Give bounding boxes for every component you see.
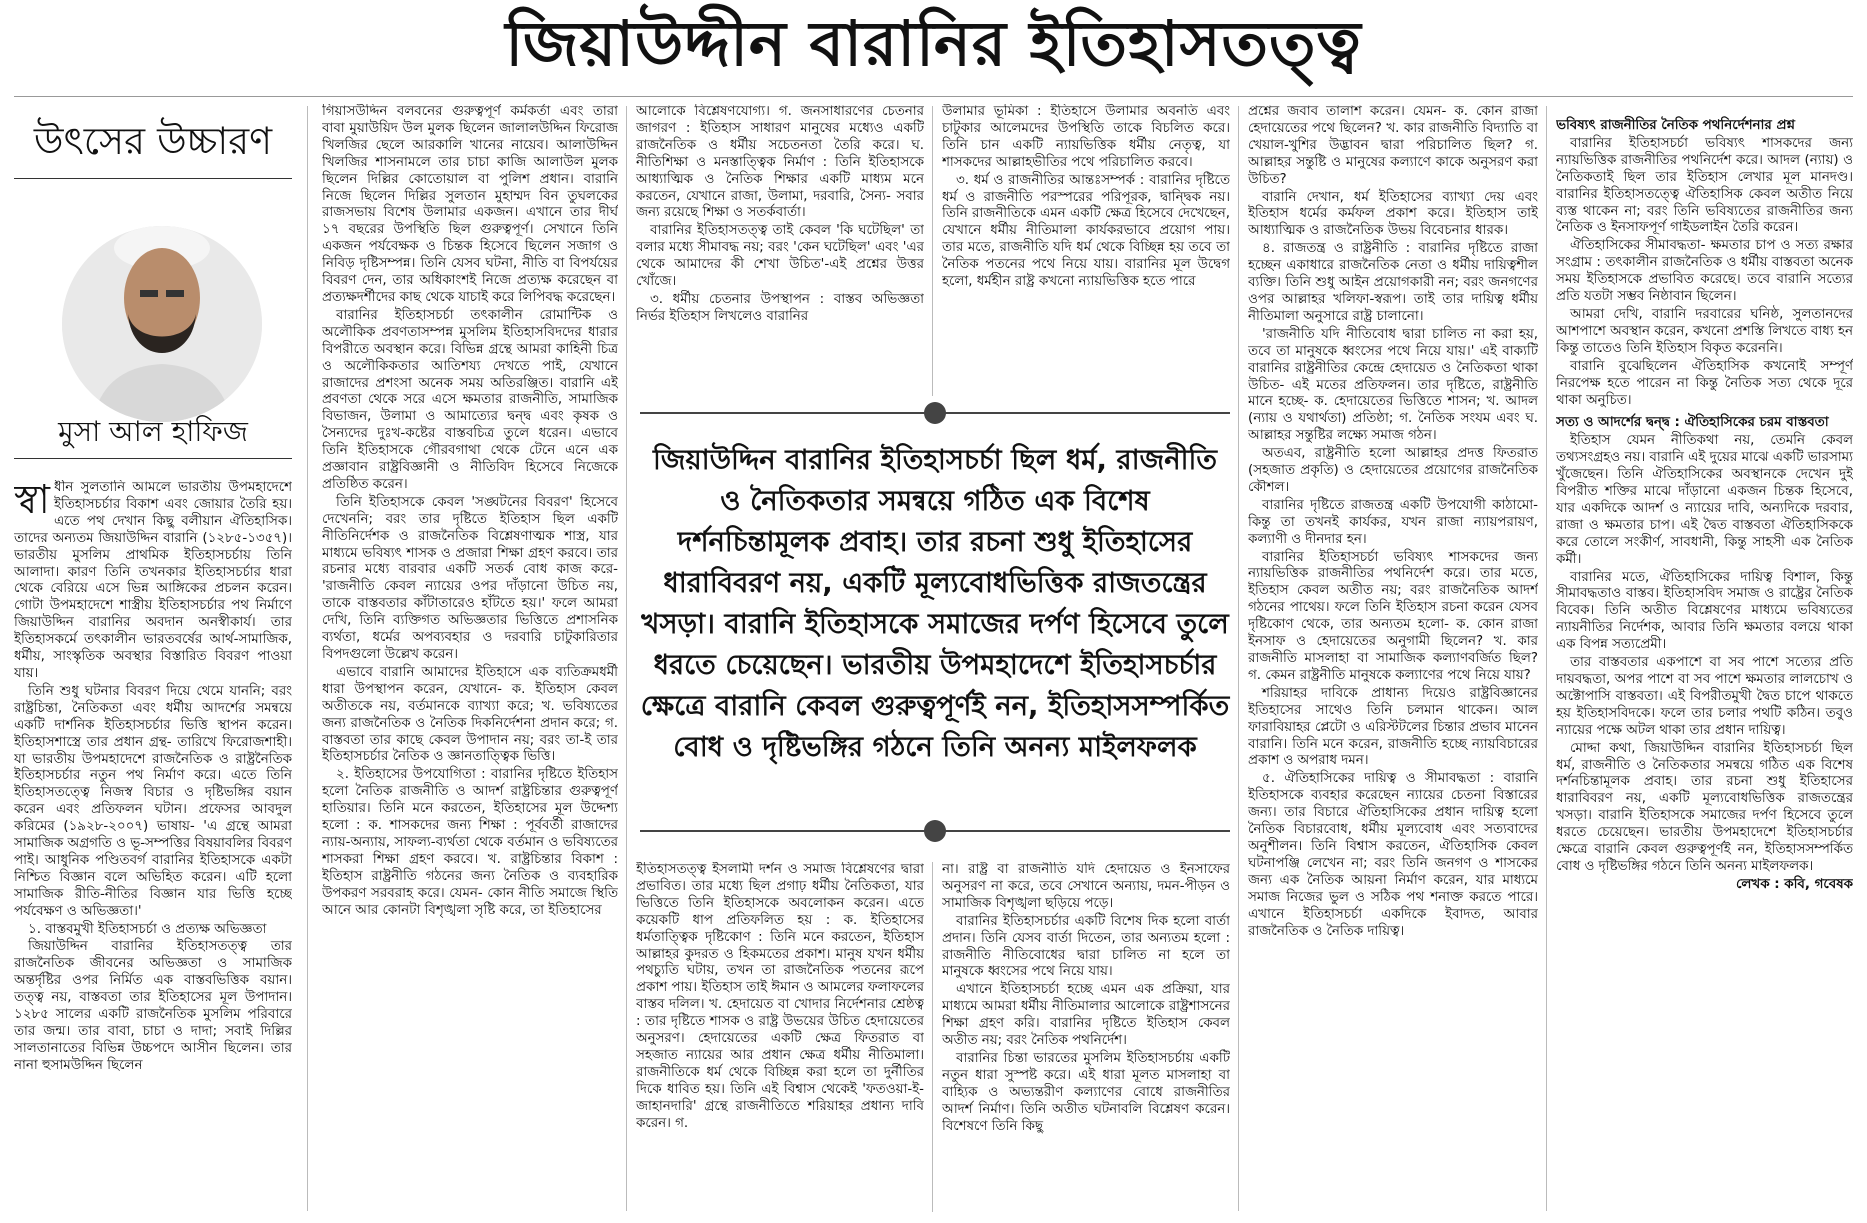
paragraph: ধীন সুলতানি আমলে ভারতীয় উপমহাদেশে ইতিহাসচর্চার বিকাশ এবং জোয়ার তৈরি হয়। এতে পথ দেখান কিছু বলীয়ান ঐতিহাসিক। তাদের অন্যতম জিয়াউদ্দিন বারানি (১২৮৫-১৩৫৭)। ভারতীয় মুসলিম প্রাথমিক ইতিহাসচর্চায় তিনি আলাদা। কারণ তিনি তখনকার ইতিহাসচর্চার ধারা থেকে বেরিয়ে এসে ভিন্ন আঙ্গিকের প্রচলন করেন। গোটা উপমহাদেশে শাস্ত্রীয় ইতিহাসচর্চার পথ নির্মাণে জিয়াউদ্দিন বারানির অবদান অনস্বীকার্য। তার ইতিহাসকর্মে তৎকালীন ভারতবর্ষের আর্থ-সামাজিক, ধর্মীয়, সাংস্কৃতিক অবস্থার বিস্তারিত বিবরণ পাওয়া যায়। — [14, 480, 292, 681]
column-divider — [626, 106, 627, 1211]
subheading: ভবিষ্যৎ রাজনীতির নৈতিক পথনির্দেশনার প্রশ্ন — [1556, 118, 1795, 133]
paragraph: ২. ইতিহাসের উপযোগিতা : বারানির দৃষ্টিতে ইতিহাস হলো নৈতিক রাজনীতি ও আদর্শ রাষ্ট্রচিন্তার গুরুত্বপূর্ণ হাতিয়ার। তিনি মনে করতেন, ইতিহাসের মূল উদ্দেশ্য হলো : ক. শাসকদের জন্য শিক্ষা : পূর্ববর্তী রাজাদের ন্যায়-অন্যায়, সাফল্য-ব্যর্থতা থেকে বর্তমান ও ভবিষ্যতের শাসকরা শিক্ষা গ্রহণ করবে। খ. রাষ্ট্রচিন্তার বিকাশ : ইতিহাস রাষ্ট্রনীতি গঠনের জন্য নৈতিক ও ব্যবহারিক উপকরণ সরবরাহ করে। যেমন- কোন নীতি সমাজে স্থিতি আনে আর কোনটা বিশৃঙ্খলা সৃষ্টি করে, তা ইতিহাসের — [322, 767, 618, 918]
author-credit: লেখক : কবি, গবেষক — [1735, 876, 1853, 892]
paragraph: বারানির চিন্তা ভারতের মুসলিম ইতিহাসচর্চায় একটি নতুন ধারা সুস্পষ্ট করে। এই ধারা মূলত মাসলাহা বা বাহ্যিক ও অভ্যন্তরীণ কল্যাণের বোধে রাজনীতির আদর্শ নির্মাণ। তিনি অতীত ঘটনাবলি বিশ্লেষণ করেন। বিশেষণে তিনি কিছু — [942, 1050, 1230, 1134]
paragraph: গিয়াসউদ্দিন বলবনের গুরুত্বপূর্ণ কর্মকর্তা এবং তারা বাবা মুয়াউয়িদ উল মুলক ছিলেন জালালউদ্দিন ফিরোজ খিলজির ছেলে আরকালি খানের নায়েব। আলাউদ্দিন খিলজির শাসনামলে তার চাচা কাজি আলাউল মুলক ছিলেন দিল্লির কোতোয়াল বা পুলিশ প্রধান। বারানি নিজে ছিলেন দিল্লির সুলতান মুহাম্মদ বিন তুঘলকের রাজসভায় বিশেষ উলামার একজন। এখানে তার দীর্ঘ ১৭ বছরের উপস্থিতি ছিল গুরুত্বপূর্ণ। সেখানে তিনি একজন পর্যবেক্ষক ও চিন্তক হিসেবে ছিলেন সজাগ ও নিবিড় দৃষ্টিসম্পন্ন। তিনি যেসব ঘটনা, নীতি বা বিপর্যয়ের বিবরণ দেন, তার অধিকাংশই নিজে প্রত্যক্ষ করেছেন বা প্রত্যক্ষদর্শীদের কাছ থেকে যাচাই করে লিপিবদ্ধ করেছেন। — [322, 104, 618, 305]
subheading: সত্য ও আদর্শের দ্বন্দ্ব : ঐতিহাসিকের চরম বাস্তবতা — [1556, 415, 1829, 431]
column-1 — [14, 480, 292, 1215]
header-rule — [14, 96, 1853, 97]
paragraph: বারানির ইতিহাসচর্চা ভবিষ্যৎ শাসকদের জন্য ন্যায়ভিত্তিক রাজনীতির পথনির্দেশ করে। আদল (ন্যায়) ও নৈতিকতাই ছিল তার ইতিহাস লেখার মূল মানদণ্ড। বারানির ইতিহাসতত্ত্বে ঐতিহাসিক কেবল অতীত নিয়ে ব্যস্ত থাকেন না; বরং তিনি ভবিষ্যতের রাজনীতির জন্য নৈতিক ও ইনসাফপূর্ণ গাইডলাইন তৈরি করেন। — [1556, 135, 1853, 236]
column-5 — [1248, 104, 1538, 1216]
paragraph: বারানি বুঝেছিলেন ঐতিহাসিক কখনোই সম্পূর্ণ নিরপেক্ষ হতে পারেন না কিন্তু নৈতিক সত্য থেকে দূরে থাকা অনুচিত। — [1556, 358, 1853, 408]
headline: জিয়াউদ্দীন বারানির ইতিহাসতত্ত্ব — [505, 7, 1362, 80]
section-rule — [14, 178, 292, 179]
paragraph: ৫. ঐতিহাসিকের দায়িত্ব ও সীমাবদ্ধতা : বারানি ইতিহাসকে ব্যবহার করেছেন ন্যায়ের চেতনা বিস্তারের জন্য। তার বিচারে ঐতিহাসিকের প্রধান দায়িত্ব হলো নৈতিক বিচারবোধ, ধর্মীয় মূল্যবোধ এবং সত্যবাদের অনুশীলন। তিনি বিশ্বাস করতেন, ঐতিহাসিক কেবল ঘটনাপঞ্জি লেখেন না; বরং তিনি জনগণ ও শাসকের জন্য এক নৈতিক আয়না নির্মাণ করেন, যার মাধ্যমে সমাজ নিজের ভুল ও সঠিক পথ শনাক্ত করতে পারে। এখানে ইতিহাসচর্চা একদিকে ইবাদত, আবার রাজনৈতিক ও নৈতিক দায়িত্ব। — [1248, 771, 1538, 939]
paragraph: ১. বাস্তবমুখী ইতিহাসচর্চা ও প্রত্যক্ষ অভিজ্ঞতা — [28, 921, 267, 937]
column-divider — [932, 106, 933, 396]
paragraph: ৩. ধর্ম ও রাজনীতির আন্তঃসম্পর্ক : বারানির দৃষ্টিতে ধর্ম ও রাজনীতি পরস্পরের পরিপূরক, দ্বান্দ্বিক নয়। তিনি রাজনীতিকে এমন একটি ক্ষেত্র হিসেবে দেখেছেন, যেখানে ধর্মীয় নীতিমালা কার্যকরভাবে প্রয়োগ পায়। তার মতে, রাজনীতি যদি ধর্ম থেকে বিচ্ছিন্ন হয় তবে তা নৈতিক পতনের পথে নিয়ে যায়। বারানির মূল উদ্বেগ হলো, ধর্মহীন রাষ্ট্র কখনো ন্যায়ভিত্তিক হতে পারে — [942, 172, 1230, 290]
author-photo — [62, 226, 262, 422]
paragraph: শরিয়াহর দাবিকে প্রাধান্য দিয়েও রাষ্ট্রবিজ্ঞানের ইতিহাসের সাথেও তিনি চলমান থাকেন। আল ফারাবিয়াহর প্লেটো ও এরিস্টটলের চিন্তার প্রভাব মানেন বারানি। তিনি মনে করেন, রাজনীতি হচ্ছে ন্যায়বিচারের প্রকাশ ও অপরাধ দমন। — [1248, 685, 1538, 769]
author-name: মুসা আল হাফিজ — [58, 415, 248, 448]
paragraph: বারানির ইতিহাসতত্ত্ব তাই কেবল 'কি ঘটেছিল' তা বলার মধ্যে সীমাবদ্ধ নয়; বরং 'কেন ঘটেছিল' এবং 'এর থেকে আমাদের কী শেখা উচিত'-এই প্রশ্নের উত্তর খোঁজে। — [636, 223, 924, 290]
column-4-top — [942, 104, 1230, 394]
paragraph: উলামার ভূমিকা : ইতিহাসে উলামার অবনতি এবং চাটুকার আলেমদের উপস্থিতি তাকে বিচলিত করে। তিনি চান একটি ন্যায়ভিত্তিক ধর্মীয় নেতৃত্ব, যা শাসকদের আল্লাহভীতির পথে পরিচালিত করবে। — [942, 104, 1230, 170]
section-name: উৎসের উচ্চারণ — [33, 119, 273, 163]
paragraph: ৪. রাজতন্ত্র ও রাষ্ট্রনীতি : বারানির দৃষ্টিতে রাজা হচ্ছেন একাধারে রাজনৈতিক নেতা ও ধর্মীয় দায়িত্বশীল ব্যক্তি। তিনি শুধু আইন প্রয়োগকারী নন; বরং জনগণের ওপর আল্লাহর খলিফা-স্বরূপ। তাই তার দায়িত্ব ধর্মীয় নীতিমালা অনুসারে রাষ্ট্র চালানো। — [1248, 241, 1538, 324]
paragraph: আলোকে বিশ্লেষণযোগ্য। গ. জনসাধারণের চেতনার জাগরণ : ইতিহাস সাধারণ মানুষের মধ্যেও একটি রাজনৈতিক ও ধর্মীয় সচেতনতা তৈরি করে। ঘ. নীতিশিক্ষা ও মনস্তাত্ত্বিক নির্মাণ : তিনি ইতিহাসকে আধ্যাত্মিক ও নৈতিক শিক্ষার একটি মাধ্যম মনে করতেন, যেখানে রাজা, উলামা, দরবারি, সৈন্য- সবার জন্য রয়েছে শিক্ষা ও সতর্কবার্তা। — [636, 104, 924, 221]
paragraph: এভাবে বারানি আমাদের ইতিহাসে এক ব্যতিক্রমধর্মী ধারা উপস্থাপন করেন, যেখানে- ক. ইতিহাস কেবল অতীতকে নয়, বর্তমানকে ব্যাখ্যা করে; খ. ভবিষ্যতের জন্য রাজনৈতিক ও নৈতিক দিকনির্দেশনা প্রদান করে; গ. বাস্তবতা তার কাছে কেবল উপাদান নয়; বরং তা-ই তার ইতিহাসচর্চার নৈতিক ও জ্ঞানতাত্ত্বিক ভিত্তি। — [322, 664, 618, 765]
column-divider — [307, 106, 308, 1211]
paragraph: ইতিহাস যেমন নীতিকথা নয়, তেমনি কেবল তথ্যসংগ্রহও নয়। বারানি এই দুয়ের মাঝে একটি ভারসাম্য খুঁজেছেন। তিনি ঐতিহাসিকের অবস্থানকে দেখেন দুই বিপরীত শক্তির মাঝে দাঁড়ানো একজন চিন্তক হিসেবে, যার একদিকে আদর্শ ও ন্যায়ের দাবি, অন্যদিকে দরবার, রাজা ও ক্ষমতার চাপ। এই দ্বৈত বাস্তবতা ঐতিহাসিককে করে তোলে সংকীর্ণ, সাবধানী, কিন্তু সাহসী এক নৈতিক কর্মী। — [1556, 433, 1853, 567]
paragraph: আমরা দেখি, বারানি দরবারের ঘনিষ্ঠ, সুলতানদের আশপাশে অবস্থান করেন, কখনো প্রশস্তি লিখতে বাধ্য হন কিন্তু তাতেও তিনি ইতিহাস বিকৃত করেননি। — [1556, 306, 1853, 356]
paragraph: বারানি দেখান, ধর্ম ইতিহাসের ব্যাখ্যা দেয় এবং ইতিহাস ধর্মের কর্মফল প্রকাশ করে। ইতিহাস তাই আধ্যাত্মিক ও রাজনৈতিক উভয় বিবেচনার ধারক। — [1248, 189, 1538, 239]
author-rule — [14, 458, 292, 459]
paragraph: প্রশ্নের জবাব তালাশ করেন। যেমন- ক. কোন রাজা হেদায়েতের পথে ছিলেন? খ. কার রাজনীতি বিদ্যাতি বা খেয়াল-খুশির উদ্ভাবন দ্বারা পরিচালিত ছিল? গ. আল্লাহর সন্তুষ্টি ও মানুষের কল্যাণে কাকে অনুসরণ করা উচিত? — [1248, 104, 1538, 187]
paragraph: ৩. ধর্মীয় চেতনার উপস্থাপন : বাস্তব অভিজ্ঞতা নির্ভর ইতিহাস লিখলেও বারানির — [636, 291, 924, 324]
author-portrait-icon — [62, 226, 262, 422]
paragraph: না। রাষ্ট্র বা রাজনীতি যদি হেদায়েত ও ইনসাফের অনুসরণ না করে, তবে সেখানে অন্যায়, দমন-পীড়ন ও সামাজিক বিশৃঙ্খলা ছড়িয়ে পড়ে। — [942, 862, 1230, 911]
column-4-bottom — [942, 862, 1230, 1215]
paragraph: তার বাস্তবতার একপাশে বা সব পাশে সত্যের প্রতি দায়বদ্ধতা, অপর পাশে বা সব পাশে ক্ষমতার লালচোখ ও অক্টোপাসি বাস্তবতা। এই বিপরীতমুখী দ্বৈত চাপে থাকতে হয় ইতিহাসবিদকে। ফলে তার চলার পথটি কঠিন। তবুও ন্যায়ের পক্ষে অটল থাকা তার প্রধান দায়িত্ব। — [1556, 655, 1853, 738]
paragraph: 'রাজনীতি যদি নীতিবোধ দ্বারা চালিত না করা হয়, তবে তা মানুষকে ধ্বংসের পথে নিয়ে যায়।' এই বাক্যটি বারানির রাষ্ট্রনীতির কেন্দ্রে হেদায়েত ও নৈতিকতা থাকা উচিত- এই মতের প্রতিফলন। তার দৃষ্টিতে, রাষ্ট্রনীতি মানে হচ্ছে- ক. হেদায়েতের ভিত্তিতে শাসন; খ. আদল (ন্যায় ও যথার্থতা) প্রতিষ্ঠা; গ. নৈতিক সংযম এবং ঘ. আল্লাহর সন্তুষ্টির লক্ষ্যে সমাজ গঠন। — [1248, 326, 1538, 444]
column-3-bottom — [636, 862, 924, 1215]
drop-cap: স্বা — [14, 480, 50, 523]
paragraph: বারানির দৃষ্টিতে রাজতন্ত্র একটি উপযোগী কাঠামো- কিন্তু তা তখনই কার্যকর, যখন রাজা ন্যায়পরায়ণ, কল্যাণী ও দীনদার হন। — [1248, 497, 1538, 547]
column-divider — [1238, 106, 1239, 1211]
paragraph: জিয়াউদ্দিন বারানির ইতিহাসতত্ত্ব তার রাজনৈতিক জীবনের অভিজ্ঞতা ও সামাজিক অন্তর্দৃষ্টির ওপর নির্মিত এক বাস্তবভিত্তিক বয়ান। তত্ত্ব নয়, বাস্তবতা তার ইতিহাসের মূল উপাদান। ১২৮৫ সালের একটি রাজনৈতিক মুসলিম পরিবারে তার জন্ম। তার বাবা, চাচা ও দাদা; সবাই দিল্লির সালতানাতের বিভিন্ন উচ্চপদে আসীন ছিলেন। তার নানা হুসামউদ্দিন ছিলেন — [14, 939, 292, 1073]
paragraph: ঐতিহাসিকের সীমাবদ্ধতা- ক্ষমতার চাপ ও সত্য রক্ষার সংগ্রাম : তৎকালীন রাজনৈতিক ও ধর্মীয় বাস্তবতা অনেক সময় ইতিহাসকে প্রভাবিত করেছে। তবে বারানি সত্যের প্রতি যতটা সম্ভব নিষ্ঠাবান ছিলেন। — [1556, 238, 1853, 305]
pull-quote: জিয়াউদ্দিন বারানির ইতিহাসচর্চা ছিল ধর্ম, রাজনীতি ও নৈতিকতার সমন্বয়ে গঠিত এক বিশেষ দর্শনচিন্তামূলক প্রবাহ। তার রচনা শুধু ইতিহাসের ধারাবিবরণ নয়, একটি মূল্যবোধভিত্তিক রাজতন্ত্রের খসড়া। বারানি ইতিহাসকে সমাজের দর্পণ হিসেবে তুলে ধরতে চেয়েছেন। ভারতীয় উপমহাদেশে ইতিহাসচর্চার ক্ষেত্রে বারানি কেবল গুরুত্বপূর্ণই নন, ইতিহাসসম্পর্কিত বোধ ও দৃষ্টিভঙ্গির গঠনে তিনি অনন্য মাইলফলক — [640, 444, 1230, 763]
paragraph: বারানির মতে, ঐতিহাসিকের দায়িত্ব বিশাল, কিন্তু সীমাবদ্ধতাও বাস্তব। ইতিহাসবিদ সমাজ ও রাষ্ট্রের নৈতিক বিবেক। তিনি অতীত বিশ্লেষণের মাধ্যমে ভবিষ্যতের ন্যায়নীতির নির্দেশক, আবার তিনি ক্ষমতার বলয়ে থাকা এক বিপন্ন সত্যপ্রেমী। — [1556, 569, 1853, 653]
paragraph: ইতিহাসতত্ত্ব ইসলামী দর্শন ও সমাজ বিশ্লেষণের দ্বারা প্রভাবিত। তার মধ্যে ছিল প্রগাঢ় ধর্মীয় নৈতিকতা, যার ভিত্তিতে তিনি ইতিহাসকে অবলোকন করেন। এতে কয়েকটি ধাপ প্রতিফলিত হয় : ক. ইতিহাসের ধর্মতাত্ত্বিক দৃষ্টিকোণ : তিনি মনে করতেন, ইতিহাস আল্লাহর কুদরত ও হিকমতের প্রকাশ। মানুষ যখন ধর্মীয় পথচ্যুতি ঘটায়, তখন তা রাজনৈতিক পতনের রূপে প্রকাশ পায়। ইতিহাস তাই ঈমান ও আমলের ফলাফলের বাস্তব দলিল। খ. হেদায়েত বা খোদার নির্দেশনার শ্রেষ্ঠত্ব : তার দৃষ্টিতে শাসক ও রাষ্ট্র উভয়ের উচিত হেদায়েতের অনুসরণ। হেদায়েতের একটি ক্ষেত্র ফিতরাত বা সহজাত ন্যায়ের আর প্রধান ক্ষেত্র ধর্মীয় নীতিমালা। রাজনীতিকে ধর্ম থেকে বিচ্ছিন্ন করা হলে তা দুর্নীতির দিকে ধাবিত হয়। তিনি এই বিশ্বাস থেকেই 'ফতওয়া-ই-জাহানদারি' গ্রন্থে রাজনীতিতে শরিয়াহর প্রধান্য দাবি করেন। গ. — [636, 862, 924, 1131]
paragraph: মোদ্দা কথা, জিয়াউদ্দিন বারানির ইতিহাসচর্চা ছিল ধর্ম, রাজনীতি ও নৈতিকতার সমন্বয়ে গঠিত এক বিশেষ দর্শনচিন্তামূলক প্রবাহ। তার রচনা শুধু ইতিহাসের ধারাবিবরণ নয়, একটি মূল্যবোধভিত্তিক রাজতন্ত্রের খসড়া। বারানি ইতিহাসকে সমাজের দর্পণ হিসেবে তুলে ধরতে চেয়েছেন। ভারতীয় উপমহাদেশে ইতিহাসচর্চার ক্ষেত্রে বারানি কেবল গুরুত্বপূর্ণই নন, ইতিহাসসম্পর্কিত বোধ ও দৃষ্টিভঙ্গির গঠনে তিনি অনন্য মাইলফলক। — [1556, 740, 1853, 874]
paragraph: তিনি ইতিহাসকে কেবল 'সঙ্ঘটনের বিবরণ' হিসেবে দেখেননি; বরং তার দৃষ্টিতে ইতিহাস ছিল একটি নীতিনির্দেশক ও রাজনৈতিক বিশ্লেষণাত্মক শাস্ত্র, যার মাধ্যমে ভবিষ্যৎ শাসক ও প্রজারা শিক্ষা গ্রহণ করবে। তার রচনার মধ্যে বারবার একটি সতর্ক বোধ কাজ করে- 'রাজনীতি কেবল ন্যায়ের ওপর দাঁড়ানো উচিত নয়, তাকে বাস্তবতার কাঁটাতারেও হাঁটতে হয়।' ফলে আমরা দেখি, তিনি ব্যক্তিগত অভিজ্ঞতার ভিত্তিতে প্রশাসনিক ব্যর্থতা, ধর্মের অপব্যবহার ও দরবারি চাটুকারিতার বিপদগুলো উল্লেখ করেন। — [322, 494, 618, 662]
paragraph: বারানির ইতিহাসচর্চার একটি বিশেষ দিক হলো বার্তা প্রদান। তিনি যেসব বার্তা দিতেন, তার অন্যতম হলো : রাজনীতি নীতিবোধের দ্বারা চালিত না হলে তা মানুষকে ধ্বংসের পথে নিয়ে যায়। — [942, 913, 1230, 980]
paragraph: তিনি শুধু ঘটনার বিবরণ দিয়ে থেমে যাননি; বরং রাষ্ট্রচিন্তা, নৈতিকতা এবং ধর্মীয় আদর্শের সমন্বয়ে একটি দার্শনিক ইতিহাসচর্চার ভিত্তি স্থাপন করেন। ইতিহাসশাস্ত্রে তার প্রধান গ্রন্থ- তারিখে ফিরোজশাহী। যা ভারতীয় উপমহাদেশে রাজনৈতিক ও রাষ্ট্রনৈতিক ইতিহাসচর্চার নতুন পথ নির্মাণ করে। এতে তিনি ইতিহাসতত্ত্বে নিজস্ব বিচার ও দৃষ্টিভঙ্গির বয়ান করেন এবং প্রতিফলন ঘটান। প্রফেসর আবদুল করিমের (১৯২৮-২০০৭) ভাষায়- 'এ গ্রন্থে আমরা সামাজিক অগ্রগতি ও ভূ-সম্পত্তির বিষয়াবলির বিবরণ পাই। আধুনিক পণ্ডিতবর্গ বারানির ইতিহাসকে একটা নিশ্চিত বিজ্ঞান বলে অভিহিত করেন। এটি হলো সামাজিক রীতি-নীতির বিজ্ঞান যার ভিত্তি হচ্ছে পর্যবেক্ষণ ও অভিজ্ঞতা।' — [14, 683, 292, 919]
column-6 — [1556, 104, 1853, 1216]
column-3-top — [636, 104, 924, 394]
column-divider — [932, 862, 933, 1212]
bullet-dot-icon — [924, 402, 946, 424]
paragraph: বারানির ইতিহাসচর্চা তৎকালীন রোমান্টিক ও অলৌকিক প্রবণতাসম্পন্ন মুসলিম ইতিহাসবিদদের ধারার বিপরীতে অবস্থান করে। বিভিন্ন গ্রন্থে আমরা কাহিনী চিত্র ও অলৌকিকতার আতিশয্য দেখতে পাই, যেখানে রাজাদের প্রশংসা অনেক সময় অতিরঞ্জিত। বারানি এই প্রবণতা থেকে সরে এসে ক্ষমতার রাজনীতি, সামাজিক বিভাজন, উলামা ও আমাত্যের দ্বন্দ্ব এবং কৃষক ও সৈন্যদের দুঃখ-কষ্টের বাস্তবচিত্র তুলে ধরেন। এভাবে তিনি ইতিহাসকে গৌরবগাথা থেকে টেনে এনে এক প্রজ্ঞাবান রাষ্ট্রবিজ্ঞানী ও নীতিবিদ হিসেবে নিজেকে প্রতিষ্ঠিত করেন। — [322, 307, 618, 492]
column-2 — [322, 104, 618, 1216]
column-divider — [1546, 106, 1547, 1211]
paragraph: এখানে ইতিহাসচর্চা হচ্ছে এমন এক প্রক্রিয়া, যার মাধ্যমে আমরা ধর্মীয় নীতিমালার আলোকে রাষ্ট্রশাসনের শিক্ষা গ্রহণ করি। বারানির দৃষ্টিতে ইতিহাস কেবল অতীত নয়; বরং নৈতিক পথনির্দেশ। — [942, 982, 1230, 1049]
paragraph: অতএব, রাষ্ট্রনীতি হলো আল্লাহর প্রদত্ত ফিতরাত (সহজাত প্রকৃতি) ও হেদায়েতের প্রয়োগের রাজনৈতিক কৌশল। — [1248, 446, 1538, 495]
bullet-dot-icon — [924, 820, 946, 842]
paragraph: বারানির ইতিহাসচর্চা ভবিষ্যৎ শাসকদের জন্য ন্যায়ভিত্তিক রাজনীতির পথনির্দেশ করে। তার মতে, ইতিহাস কেবল অতীত নয়; বরং রাজনৈতিক আদর্শ গঠনের পাথেয়। ফলে তিনি ইতিহাস রচনা করেন যেসব দৃষ্টিকোণ থেকে, তার অন্যতম হলো- ক. কোন রাজা ইনসাফ ও হেদায়েতের অনুগামী ছিলেন? খ. কার রাজনীতি মাসলাহা বা সামাজিক কল্যাণবর্জিত ছিল? গ. কেমন রাষ্ট্রনীতি মানুষকে কল্যাণের পথে নিয়ে যায়? — [1248, 549, 1538, 683]
